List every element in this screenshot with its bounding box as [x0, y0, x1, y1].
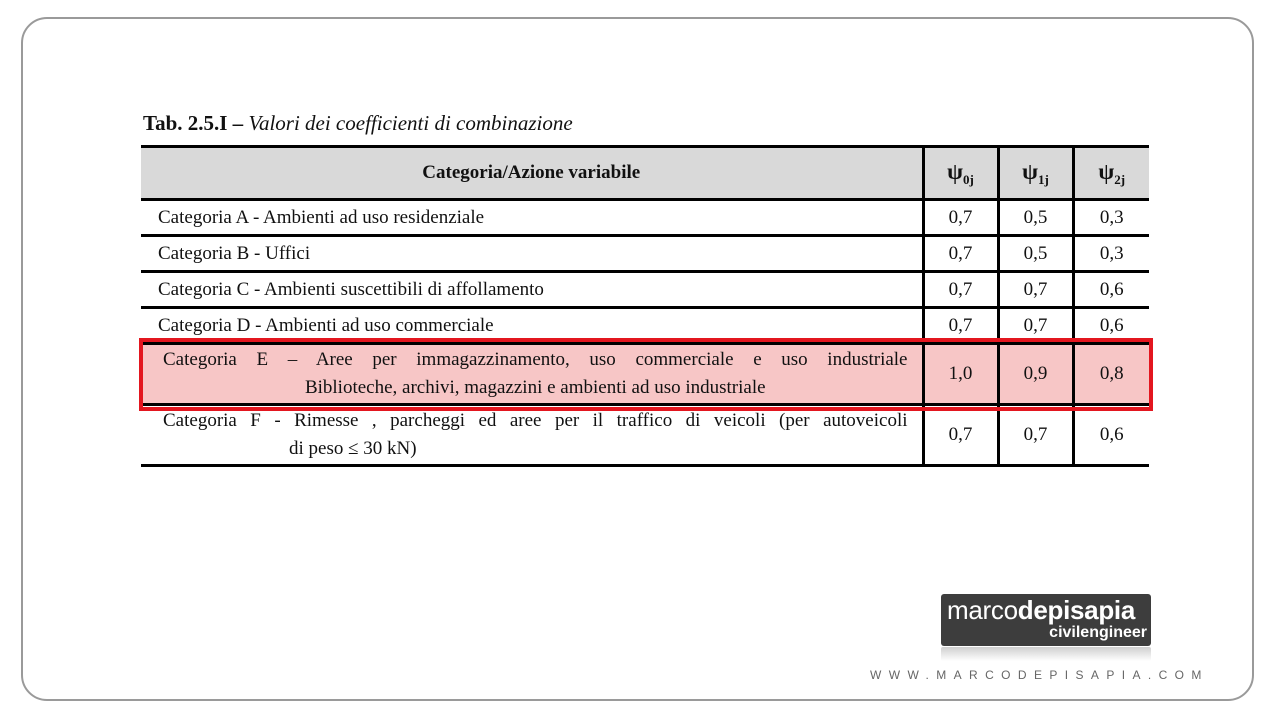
row-category: Categoria C - Ambienti suscettibili di affollamento [141, 272, 923, 308]
header-psi-1j [998, 147, 1073, 200]
row-psi2: 0,3 [1073, 200, 1149, 236]
row-category: Categoria A - Ambienti ad uso residenziale [141, 200, 923, 236]
row-psi1: 0,9 [998, 344, 1073, 405]
row-category-line1: Categoria E – Aree per immagazzinamento, uso commerciale e uso industriale [163, 349, 908, 370]
psi-subscript: 1j [1037, 171, 1049, 187]
row-psi0: 0,7 [923, 308, 998, 344]
row-psi1: 0,7 [998, 272, 1073, 308]
row-psi1: 0,7 [998, 308, 1073, 344]
row-psi2: 0,8 [1073, 344, 1149, 405]
row-psi1: 0,5 [998, 200, 1073, 236]
psi-symbol: ψ [1022, 158, 1038, 184]
logo-subtitle: civilengineer [1049, 624, 1147, 641]
row-category-line1: Categoria F - Rimesse , parcheggi ed aree per il traffico di veicoli (per autoveicoli [163, 410, 908, 431]
row-category: Categoria B - Uffici [141, 236, 923, 272]
table-row [141, 236, 1149, 272]
row-psi0: 0,7 [923, 200, 998, 236]
header-psi-2j [1073, 147, 1149, 200]
row-psi2: 0,6 [1073, 405, 1149, 466]
table-row [141, 405, 1149, 466]
coefficients-table [141, 145, 1149, 467]
highlight-box [139, 338, 1153, 411]
row-psi2: 0,6 [1073, 272, 1149, 308]
table-header-row [141, 147, 1149, 200]
table-row [141, 272, 1149, 308]
caption-number: Tab. 2.5.I – [143, 111, 244, 135]
header-category: Categoria/Azione variabile [141, 147, 923, 200]
logo-name-regular: marco [947, 595, 1018, 625]
row-psi0: 0,7 [923, 405, 998, 466]
row-psi2: 0,3 [1073, 236, 1149, 272]
psi-symbol: ψ [947, 158, 963, 184]
row-psi0: 0,7 [923, 272, 998, 308]
psi-subscript: 2j [1114, 171, 1126, 187]
psi-symbol: ψ [1098, 158, 1115, 184]
table-row [141, 200, 1149, 236]
table-caption [143, 111, 573, 136]
brand-logo [941, 594, 1151, 646]
row-psi2: 0,6 [1073, 308, 1149, 344]
row-category-line2: di peso ≤ 30 kN) [289, 438, 417, 459]
row-category-line2: Biblioteche, archivi, magazzini e ambienti ad uso industriale [304, 377, 766, 398]
logo-reflection [941, 647, 1151, 661]
row-psi0: 1,0 [923, 344, 998, 405]
row-psi1: 0,7 [998, 405, 1073, 466]
row-category: Categoria D - Ambienti ad uso commerciale [141, 308, 923, 344]
row-psi1: 0,5 [998, 236, 1073, 272]
caption-title: Valori dei coefficienti di combinazione [248, 111, 573, 135]
logo-name-bold: depisapia [1017, 595, 1135, 625]
logo-name [947, 595, 1135, 625]
psi-subscript: 0j [962, 171, 974, 187]
row-category [141, 405, 923, 466]
row-psi0: 0,7 [923, 236, 998, 272]
website-url: WWW.MARCODEPISAPIA.COM [870, 668, 1209, 682]
header-psi-0j [923, 147, 998, 200]
